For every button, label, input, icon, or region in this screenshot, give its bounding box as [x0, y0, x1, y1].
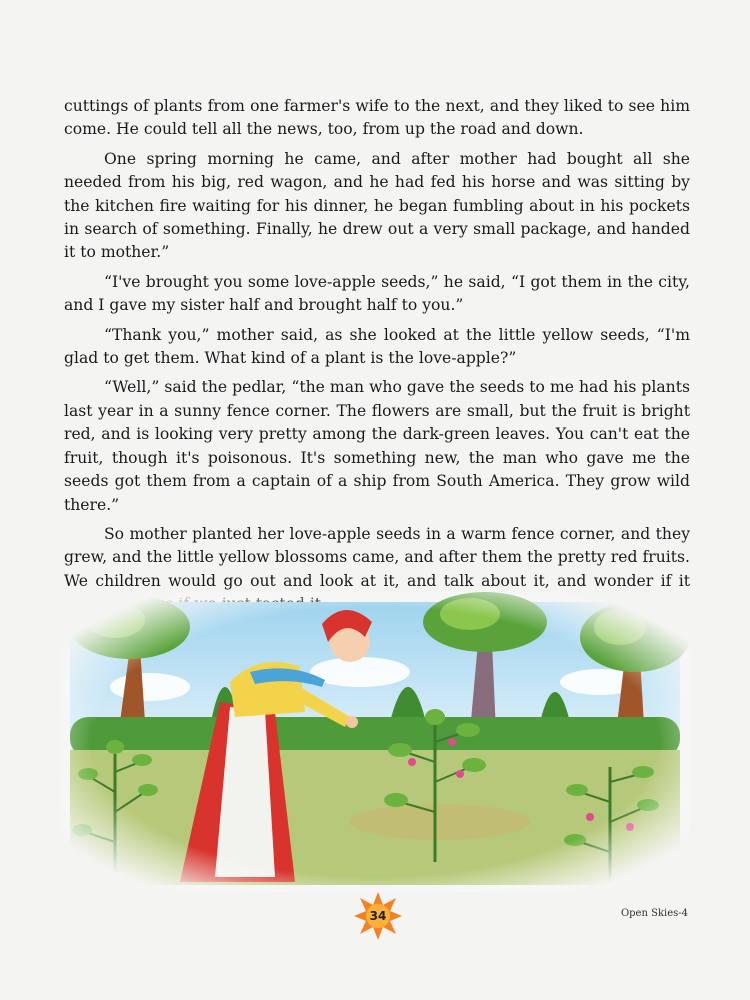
paragraph: So mother planted her love-apple seeds in a warm fence corner, and they grew, and the little yellow blossoms came, and after them the pretty red fruits. We children would go out and look at it, and talk about it, and wonder if it: [64, 524, 690, 590]
paragraph: “Well,” said the pedlar, “the man who gave the seeds to me had his plants last year in a sunny fence corner. The flowers are small, but the fruit is bright red, and is looking very pretty among the dark-green leaves. You can't eat the fruit, though it's poisonous. It's something new, the man who gave me the seeds got them from a captain of a ship from South America. They grow wild there.”: [64, 378, 690, 514]
story-text: [64, 95, 690, 623]
book-title: Open Skies-4: [620, 908, 688, 919]
paragraph: “I've brought you some love-apple seeds,” he said, “I got them in the city, and I gave my sister half and brought half to you.”: [64, 272, 690, 315]
vignette: [60, 592, 690, 892]
paragraph: cuttings of plants from one farmer's wife to the next, and they liked to see him come. He could tell all the news, too, from up the road and down.: [64, 97, 690, 139]
paragraph: One spring morning he came, and after mother had bought all she needed from his big, red wagon, and he had fed his horse and was sitting by the kitchen fire waiting for his dinner, he began fumbling about in his pockets in search of something. Finally, he drew out a very small package, and handed it to mother.”: [64, 149, 690, 262]
paragraph: “Thank you,” mother said, as she looked at the little yellow seeds, “I'm glad to get them. What kind of a plant is the love-apple?”: [64, 325, 690, 368]
page-number: 34: [369, 909, 387, 923]
garden-illustration: [60, 592, 690, 892]
